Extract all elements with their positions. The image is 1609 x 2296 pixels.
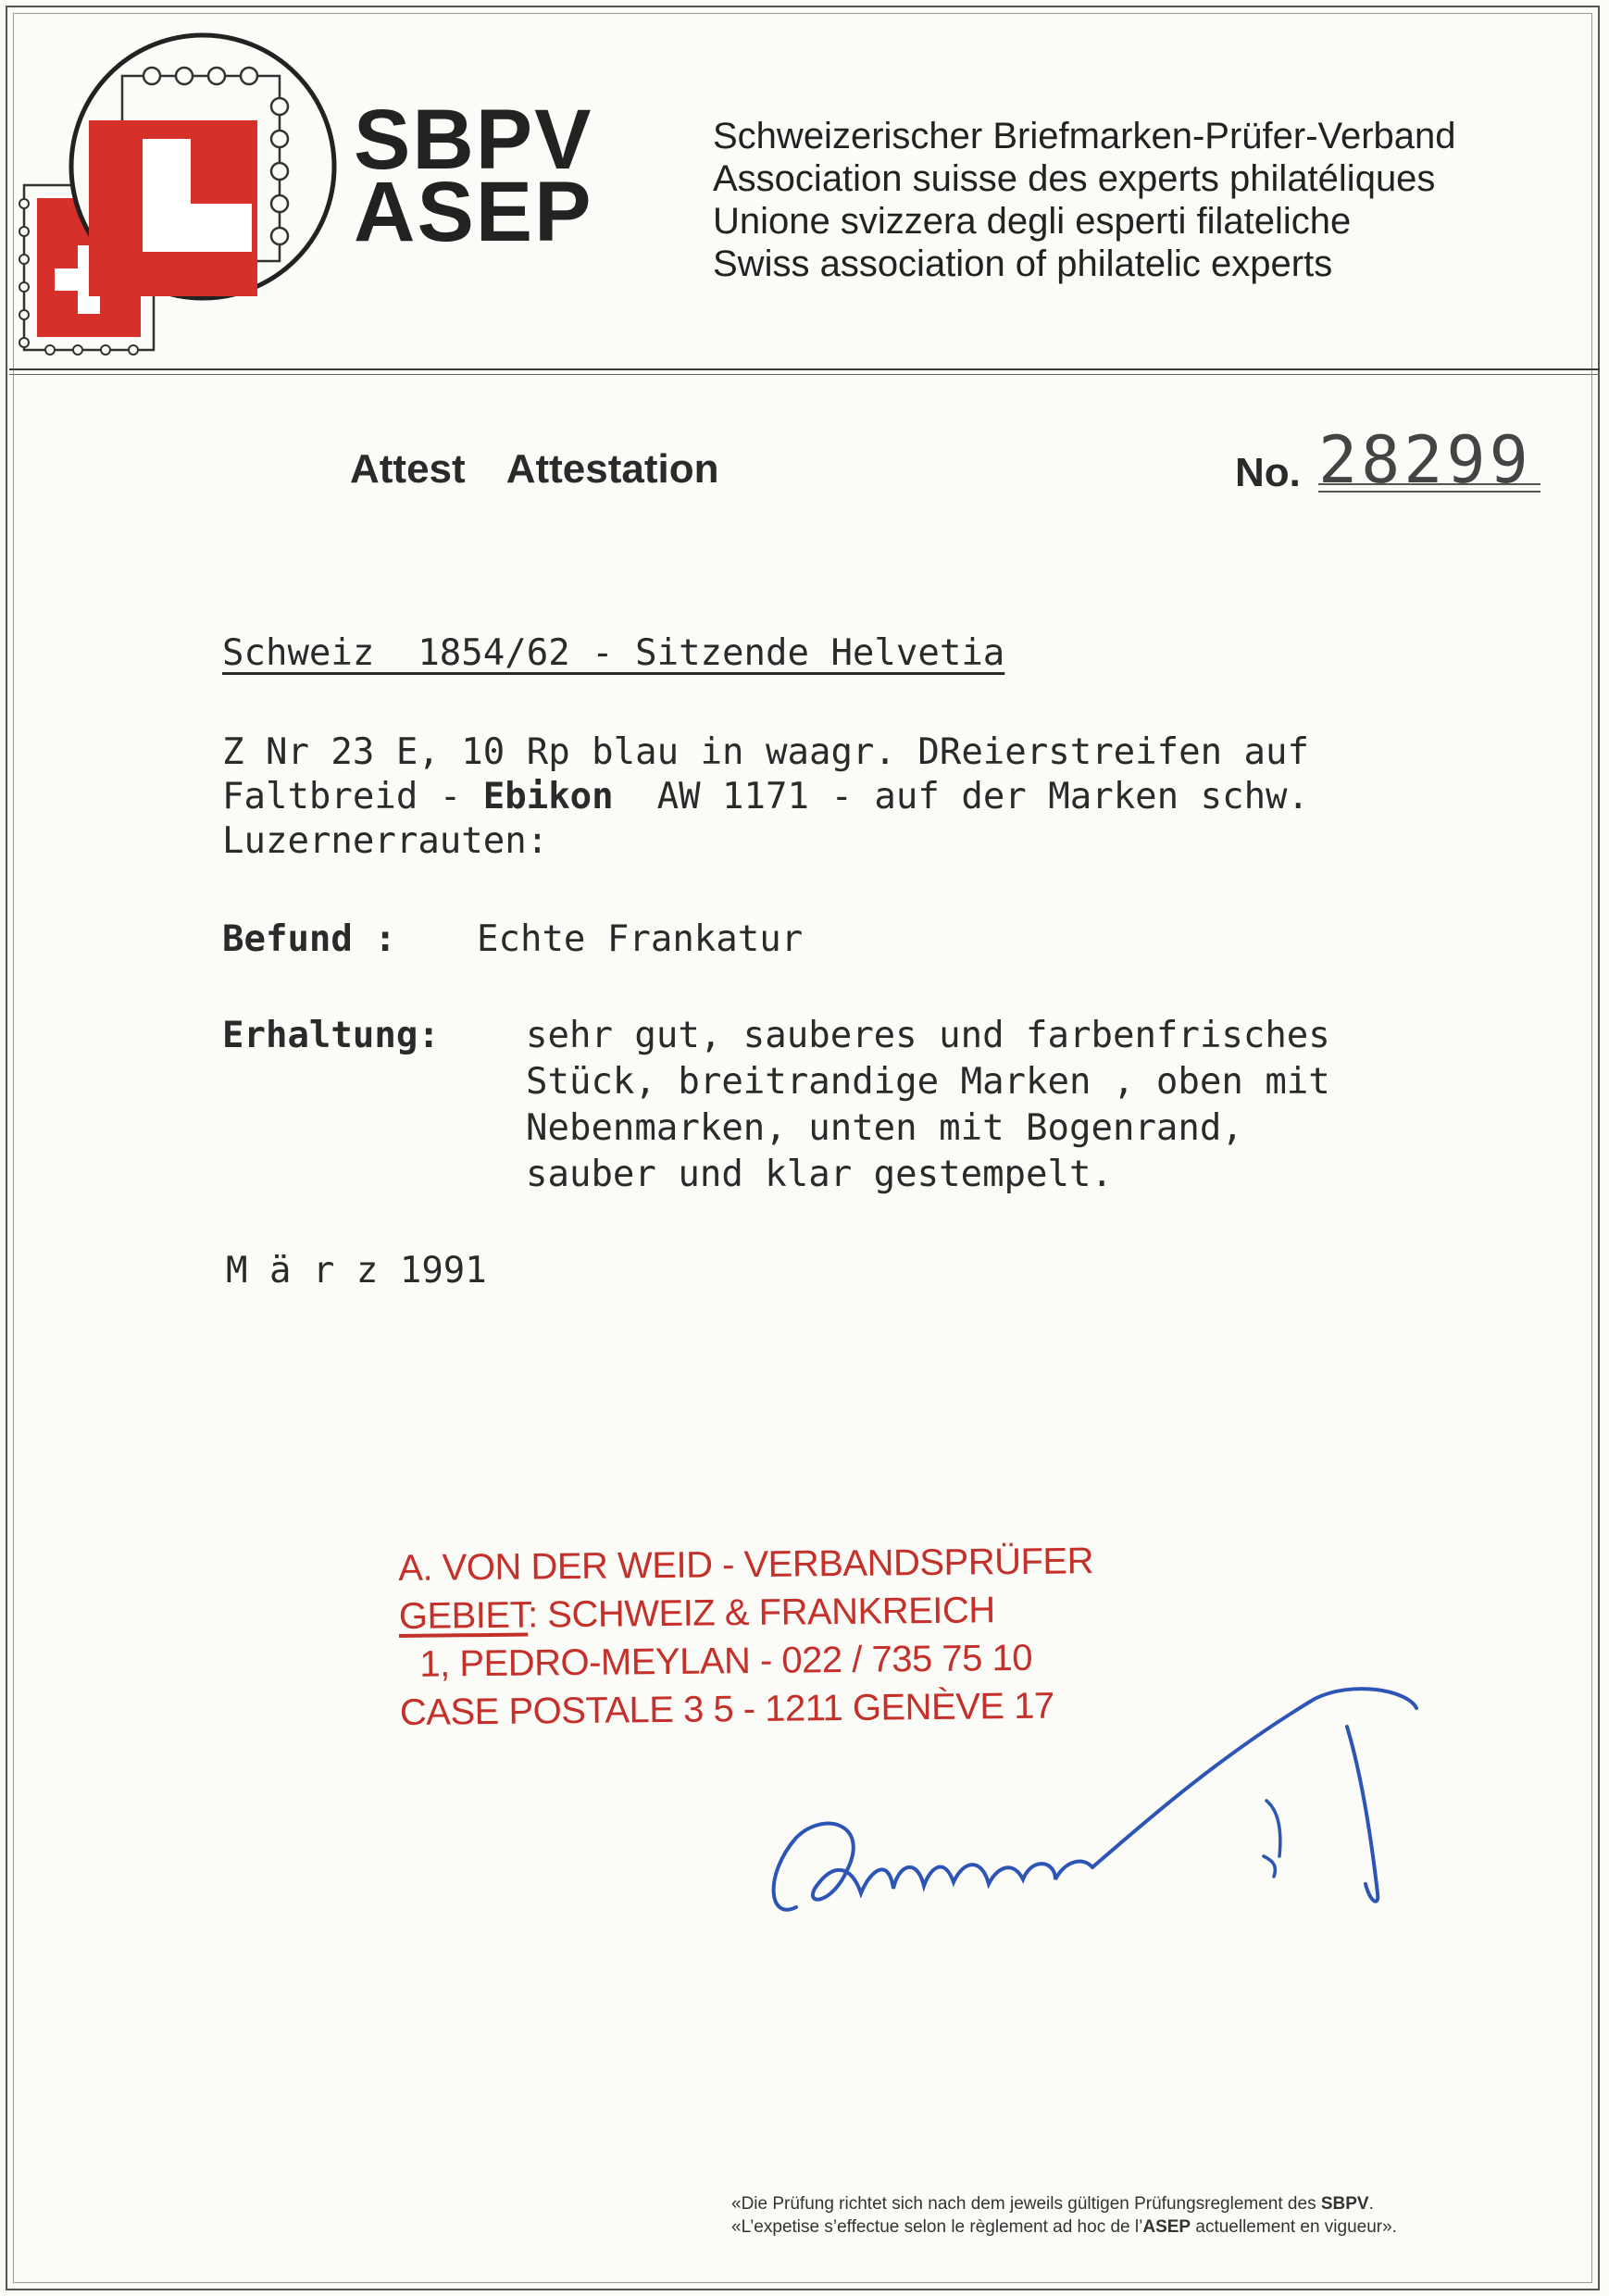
description-line-3: Luzernerrauten:	[222, 820, 549, 862]
stamp-line-2-label: GEBIET	[398, 1594, 529, 1637]
acronym-asep: ASEP	[354, 165, 593, 259]
title-attest: Attest	[350, 446, 466, 492]
footer-line-fr-text: «L’expetise s’effectue selon le règlement ad hoc de l’	[731, 2217, 1143, 2237]
erhaltung-line-2: Stück, breitrandige Marken , oben mit	[526, 1061, 1330, 1103]
footer-sbpv: SBPV	[1320, 2194, 1369, 2214]
description-line-1: Z Nr 23 E, 10 Rp blau in waagr. DReierstreifen auf	[222, 731, 1309, 773]
org-name-en: Swiss association of philatelic experts	[713, 243, 1333, 284]
certificate-number-label: No.	[1235, 450, 1301, 495]
footer-disclaimer	[731, 2192, 1397, 2239]
title-attestation: Attestation	[505, 446, 719, 492]
stamp-line-3: 1, PEDRO-MEYLAN - 022 / 735 75 10	[419, 1637, 1033, 1685]
number-underline-2	[1318, 491, 1540, 493]
org-name-fr: Association suisse des experts philatéliques	[713, 158, 1436, 199]
erhaltung-line-3: Nebenmarken, unten mit Bogenrand,	[526, 1107, 1243, 1149]
description-line-2	[222, 776, 1309, 817]
footer-asep: ASEP	[1142, 2217, 1191, 2237]
expert-signature	[759, 1671, 1444, 1967]
description-line-2-prefix: Faltbreid -	[222, 776, 483, 817]
stamp-line-2	[399, 1585, 1094, 1641]
erhaltung-line-4: sauber und klar gestempelt.	[526, 1154, 1113, 1195]
postmark-town: Ebikon	[482, 776, 614, 817]
certificate-number: 28299	[1318, 422, 1532, 498]
org-name-it: Unione svizzera degli esperti filateliche	[713, 201, 1352, 242]
befund-value: Echte Frankatur	[477, 918, 804, 960]
header-divider	[9, 368, 1600, 370]
org-name-de: Schweizerischer Briefmarken-Prüfer-Verband	[713, 116, 1456, 156]
erhaltung-line-1: sehr gut, sauberes und farbenfrisches	[526, 1015, 1330, 1056]
org-acronym	[354, 93, 593, 259]
footer-line-de	[731, 2192, 1397, 2215]
sbpv-logo	[13, 19, 337, 361]
certificate-date: M ä r z 1991	[226, 1250, 487, 1292]
footer-line-de-end: .	[1368, 2194, 1374, 2214]
header-divider-thin	[9, 374, 1600, 375]
number-underline	[1318, 483, 1540, 485]
stamp-line-1: A. VON DER WEID - VERBANDSPRÜFER	[398, 1541, 1094, 1589]
stamp-issue-title: Schweiz 1854/62 - Sitzende Helvetia	[222, 632, 1005, 674]
befund-label: Befund :	[222, 918, 396, 960]
acronym-sbpv: SBPV	[354, 93, 593, 187]
footer-line-de-text: «Die Prüfung richtet sich nach dem jeweils gültigen Prüfungsreglement des	[731, 2194, 1321, 2214]
erhaltung-label: Erhaltung:	[222, 1015, 440, 1056]
footer-line-fr	[731, 2215, 1397, 2239]
stamp-line-2-rest: : SCHWEIZ & FRANKREICH	[527, 1590, 995, 1636]
footer-line-fr-end: actuellement en vigueur».	[1191, 2217, 1397, 2237]
stamp-line-4: CASE POSTALE 3 5 - 1211 GENÈVE 17	[399, 1685, 1054, 1733]
org-names	[713, 115, 1456, 285]
certificate-title	[350, 446, 718, 493]
description-line-2-suffix: AW 1171 - auf der Marken schw.	[613, 776, 1310, 817]
